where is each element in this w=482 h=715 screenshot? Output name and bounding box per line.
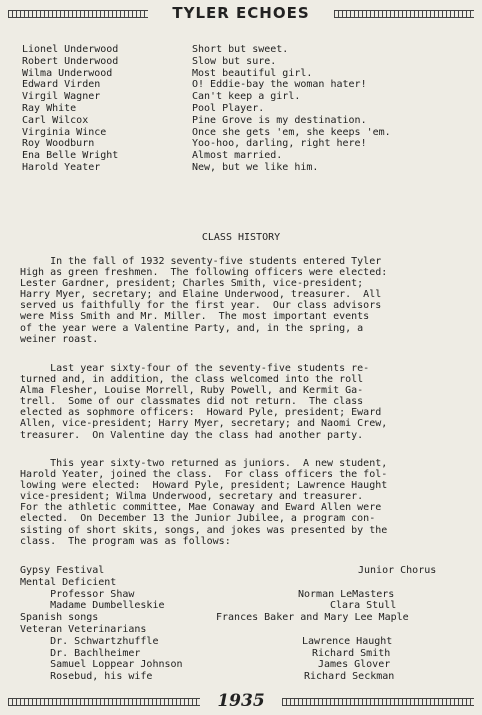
student-name: Edward Virden	[22, 79, 101, 91]
student-quote: Yoo-hoo, darling, right here!	[192, 138, 367, 150]
student-name: Ray White	[22, 102, 77, 114]
senior-roster	[22, 44, 391, 174]
program-item: Samuel Loppear Johnson	[20, 659, 183, 671]
roster-row	[22, 56, 391, 68]
program-performer: Junior Chorus	[358, 565, 437, 576]
program-performer: Richard Seckman	[304, 671, 395, 683]
program-row	[20, 659, 470, 671]
student-name: Ena Belle Wright	[22, 150, 119, 162]
roster-row	[22, 91, 391, 103]
student-name: Virgil Wagner	[22, 91, 101, 103]
program-row	[20, 648, 470, 660]
program-row	[20, 636, 470, 648]
roster-row	[22, 150, 391, 162]
program-row	[20, 565, 470, 577]
program-row	[20, 600, 470, 612]
student-name: Carl Wilcox	[22, 114, 89, 126]
program-row	[20, 624, 470, 636]
page-header	[8, 2, 474, 24]
history-paragraph-1: In the fall of 1932 seventy-five students entered Tyler High as green freshmen. The following officers were elected: Lester Gardner, president; Charles Smith, vice-president; Harry Myer, secretary; and Elaine Underwood, treasurer. All served us faithfully for the first year. Our class advisors were Miss Smith and Mr. Miller. The most important events of the year were a Valentine Party, and, in the spring, a weiner roast.	[20, 256, 388, 345]
roster-row	[22, 138, 391, 150]
student-quote: Once she gets 'em, she keeps 'em.	[192, 126, 391, 138]
program-performer: Frances Baker and Mary Lee Maple	[216, 612, 409, 624]
student-name: Wilma Underwood	[22, 67, 113, 79]
student-name: Roy Woodburn	[22, 138, 95, 150]
footer-decoration-left	[8, 698, 200, 706]
student-quote: New, but we like him.	[192, 161, 319, 173]
roster-row	[22, 103, 391, 115]
program-performer: Lawrence Haught	[302, 635, 393, 647]
student-quote: Pine Grove is my destination.	[192, 114, 367, 126]
roster-row	[22, 44, 391, 56]
program-item: Professor Shaw	[20, 588, 135, 600]
program-item: Madame Dumbelleskie	[20, 600, 165, 612]
program-item: Gypsy Festival	[20, 565, 105, 576]
student-name: Robert Underwood	[22, 55, 119, 67]
footer-year: 1935	[217, 691, 265, 711]
history-paragraph-2: Last year sixty-four of the seventy-five students re- turned and, in addition, the class welcomed into the roll Alma Flesher, Louise Morrell, Ruby Powell, and Kermit Ga- trell. Some of our classmates did not return. The class elected as sophmore officers: Howard Pyle, president; Eward Allen, vice-president; Harry Myer, secretary; and Naomi Crew, treasurer. On Valentine day the class had another party.	[20, 363, 388, 441]
student-quote: Most beautiful girl.	[192, 67, 313, 79]
program-item: Rosebud, his wife	[20, 671, 153, 683]
section-title: CLASS HISTORY	[201, 232, 281, 243]
roster-row	[22, 79, 391, 91]
student-quote: Can't keep a girl.	[192, 91, 301, 103]
program-row	[20, 671, 470, 683]
program-row	[20, 612, 470, 624]
program-item: Dr. Bachlheimer	[20, 647, 141, 659]
program-row	[20, 577, 470, 589]
header-decoration-right	[334, 10, 474, 18]
program-item: Veteran Veterinarians	[20, 623, 147, 635]
header-decoration-left	[8, 10, 148, 18]
junior-jubilee-program	[20, 565, 470, 683]
history-paragraph-3: This year sixty-two returned as juniors. A new student, Harold Yeater, joined the class. For class officers the fol- lowing were elected: Howard Pyle, president; Lawrence Haught vice-president; Wilma Underwood, secretary and treasurer. For the athletic committee, Mae Conaway and Eward Allen were elected. On December 13 the Junior Jubilee, a program con- sisting of short skits, songs, and jokes was presented by the class. The program was as follows:	[20, 458, 388, 547]
student-name: Harold Yeater	[22, 161, 101, 173]
student-quote: Slow but sure.	[192, 55, 277, 67]
program-performer: Norman LeMasters	[298, 588, 395, 600]
roster-row	[22, 68, 391, 80]
footer-decoration-right	[282, 698, 474, 706]
student-quote: Short but sweet.	[192, 44, 289, 55]
program-row	[20, 589, 470, 601]
student-quote: O! Eddie-bay the woman hater!	[192, 79, 367, 91]
page-footer	[8, 690, 474, 712]
student-quote: Almost married.	[192, 150, 283, 162]
roster-row	[22, 162, 391, 174]
student-quote: Pool Player.	[192, 102, 265, 114]
program-item: Dr. Schwartzhuffle	[20, 635, 159, 647]
roster-row	[22, 127, 391, 139]
program-performer: James Glover	[318, 659, 391, 671]
program-item: Spanish songs	[20, 612, 99, 624]
student-name: Virginia Wince	[22, 126, 107, 138]
program-performer: Clara Stull	[330, 600, 397, 612]
program-item: Mental Deficient	[20, 576, 117, 588]
student-name: Lionel Underwood	[22, 44, 119, 55]
roster-row	[22, 115, 391, 127]
program-performer: Richard Smith	[312, 647, 391, 659]
publication-title: TYLER ECHOES	[172, 4, 310, 22]
